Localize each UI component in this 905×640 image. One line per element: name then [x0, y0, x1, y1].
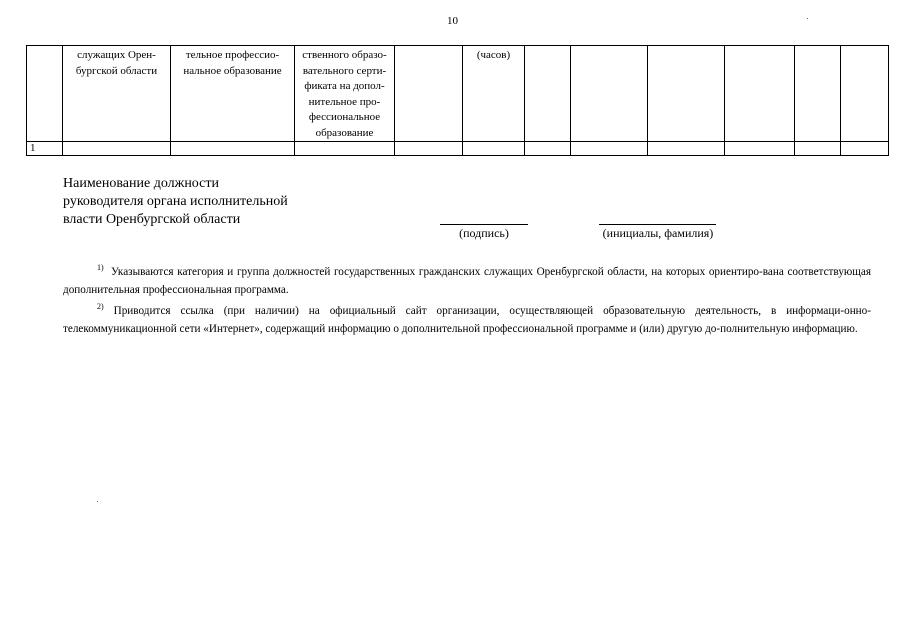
program-table: [26, 45, 889, 156]
scan-speck: [807, 18, 808, 19]
position-title-line: власти Оренбургской области: [63, 212, 241, 227]
table-header-cell: [571, 46, 648, 142]
table-number-cell: [725, 142, 795, 156]
footnote-mark: 1): [97, 263, 104, 272]
table-number-cell: [795, 142, 841, 156]
signature-line: [440, 224, 528, 225]
table-number-cell: [63, 142, 171, 156]
table-header-cell: [648, 46, 725, 142]
name-caption: (инициалы, фамилия): [602, 226, 714, 240]
scan-speck: [97, 501, 98, 502]
table-header-cell: ственного образо- вательного серти- фиката на допол- нительное про- фессиональное образование: [295, 46, 395, 142]
position-title: [63, 175, 288, 229]
table-number-cell: [648, 142, 725, 156]
table-number-cell: [295, 142, 395, 156]
table-header-row: [27, 46, 889, 142]
table-header-cell: [525, 46, 571, 142]
footnote-text: Приводится ссылка (при наличии) на официальный сайт организации, осуществляющей образовательную деятельность, в информаци-онно-телекоммуникационной сети «Интернет», содержащий информацию о дополнительной профессиональной программе и (или) другую до-полнительную информацию.: [63, 305, 871, 335]
signature-caption: (подпись): [459, 226, 509, 240]
position-title-line: руководителя органа исполнительной: [63, 194, 288, 209]
table-header-cell: тельное профессио- нальное образование: [171, 46, 295, 142]
table-header-cell: [841, 46, 889, 142]
page-number: 10: [447, 15, 458, 27]
table-header-cell: [725, 46, 795, 142]
footnote-mark: 2): [97, 302, 104, 311]
table-number-cell: [171, 142, 295, 156]
table-header-cell: (часов): [463, 46, 525, 142]
position-title-line: Наименование должности: [63, 176, 219, 191]
table-number-cell: [463, 142, 525, 156]
table-header-cell: [395, 46, 463, 142]
table-number-cell: 1: [27, 142, 63, 156]
table-header-cell: [795, 46, 841, 142]
footnote-text: Указываются категория и группа должностей государственных гражданских служащих Оренбургской области, на которых ориентиро-вана соответствующая дополнительная профессиональная программа.: [63, 266, 871, 296]
table-number-cell: [841, 142, 889, 156]
footnote-2: [63, 302, 871, 338]
table-number-row: [27, 142, 889, 156]
table-header-cell: [27, 46, 63, 142]
footnote-1: [63, 263, 871, 299]
table-header-cell: служащих Орен- бургской области: [63, 46, 171, 142]
table-number-cell: [395, 142, 463, 156]
name-line: [599, 224, 716, 225]
table-number-cell: [525, 142, 571, 156]
table-number-cell: [571, 142, 648, 156]
